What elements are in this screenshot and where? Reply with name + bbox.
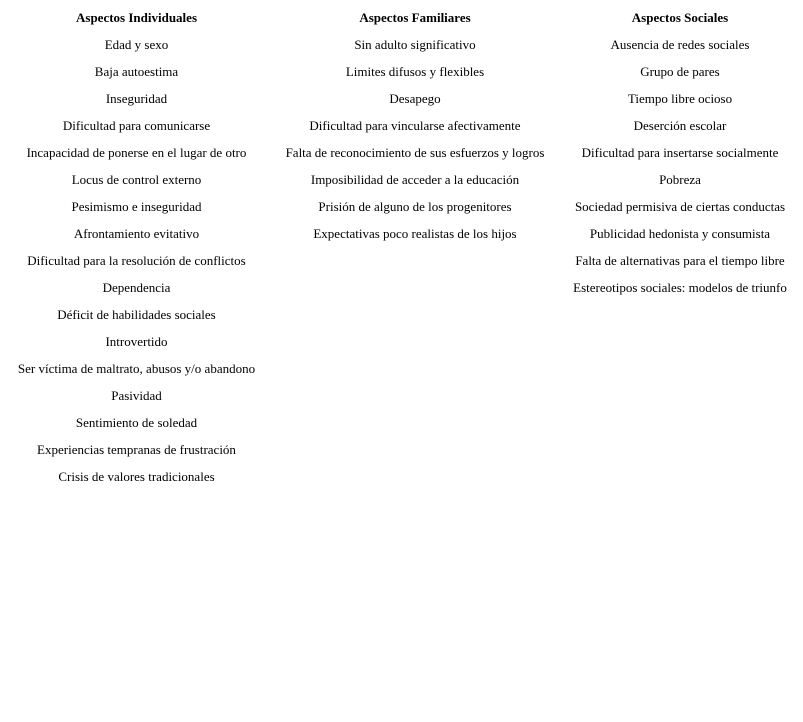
list-item: Inseguridad [105, 91, 168, 106]
list-item: Falta de alternativas para el tiempo libre [575, 253, 785, 268]
list-item: Prisión de alguno de los progenitores [318, 199, 512, 214]
column-aspectos-familiares [273, 0, 557, 243]
list-item: Expectativas poco realistas de los hijos [313, 226, 517, 241]
list-item: Pasividad [111, 388, 162, 403]
column-header: Aspectos Sociales [631, 10, 729, 25]
list-item: Déficit de habilidades sociales [57, 307, 216, 322]
list-item: Falta de reconocimiento de sus esfuerzos y logros [285, 145, 545, 160]
list-item: Afrontamiento evitativo [73, 226, 200, 241]
list-item: Sociedad permisiva de ciertas conductas [574, 199, 786, 214]
list-item: Dificultad para insertarse socialmente [581, 145, 779, 160]
list-item: Introvertido [105, 334, 168, 349]
column-aspectos-individuales [0, 0, 273, 486]
list-item: Sin adulto significativo [354, 37, 476, 52]
list-item: Incapacidad de ponerse en el lugar de otro [26, 145, 247, 160]
list-item: Pobreza [659, 172, 701, 187]
list-item: Estereotipos sociales: modelos de triunfo [573, 280, 787, 295]
list-item: Dificultad para la resolución de conflictos [27, 253, 246, 268]
list-item: Locus de control externo [71, 172, 202, 187]
list-item: Dificultad para comunicarse [62, 118, 211, 133]
list-item: Desapego [389, 91, 441, 106]
column-header: Aspectos Individuales [76, 10, 197, 25]
list-item: Dependencia [102, 280, 171, 295]
list-item: Limites difusos y flexibles [345, 64, 485, 79]
list-item: Edad y sexo [104, 37, 169, 52]
list-item: Experiencias tempranas de frustración [37, 442, 236, 457]
column-aspectos-sociales [557, 0, 803, 297]
list-item: Imposibilidad de acceder a la educación [310, 172, 520, 187]
list-item: Dificultad para vincularse afectivamente [309, 118, 521, 133]
list-item: Ausencia de redes sociales [610, 37, 750, 52]
list-item: Crisis de valores tradicionales [58, 469, 215, 484]
list-item: Pesimismo e inseguridad [71, 199, 202, 214]
list-item: Publicidad hedonista y consumista [589, 226, 771, 241]
list-item: Sentimiento de soledad [75, 415, 198, 430]
list-item: Grupo de pares [640, 64, 720, 79]
list-item: Ser víctima de maltrato, abusos y/o abandono [17, 361, 256, 376]
list-item: Deserción escolar [633, 118, 727, 133]
list-item: Tiempo libre ocioso [627, 91, 733, 106]
list-item: Baja autoestima [94, 64, 179, 79]
column-header: Aspectos Familiares [359, 10, 471, 25]
